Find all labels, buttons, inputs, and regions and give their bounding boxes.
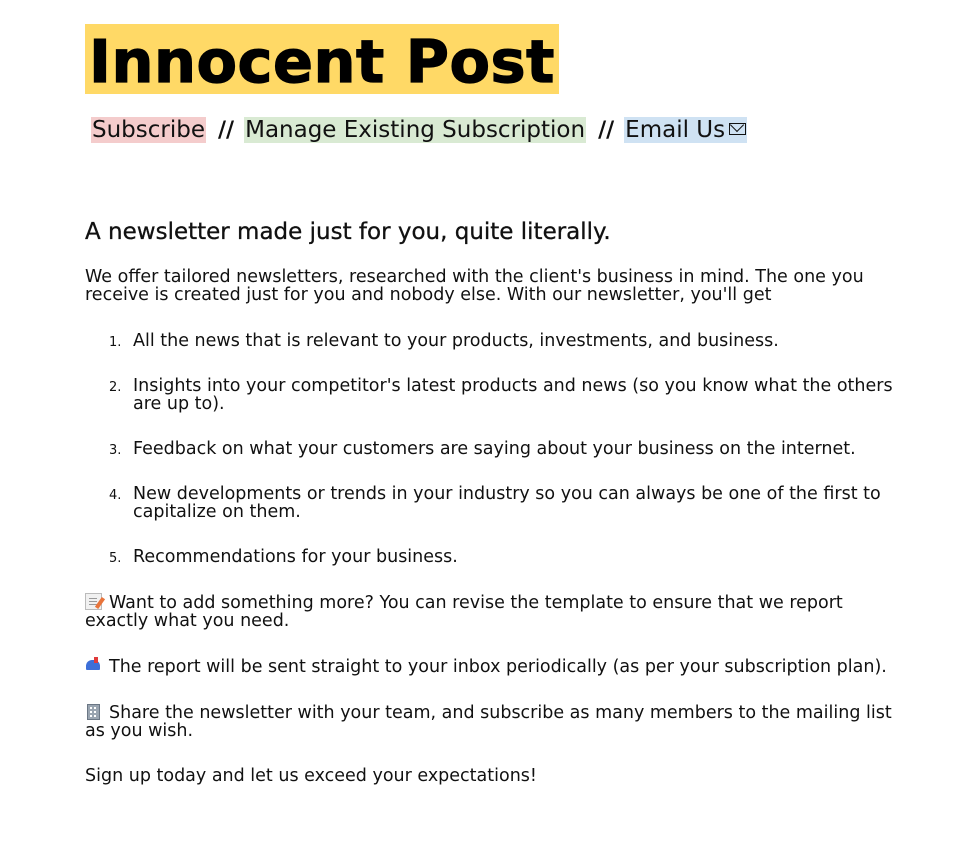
- callout-text: Want to add something more? You can revise the template to ensure that we report exactly what you need.: [85, 593, 843, 631]
- subscribe-link[interactable]: Subscribe: [92, 117, 206, 143]
- page-heading: A newsletter made just for you, quite literally.: [85, 219, 611, 245]
- site-title: Innocent Post: [85, 24, 559, 94]
- signup-cta: Sign up today and let us exceed your expectations!: [85, 766, 537, 786]
- callout-share-team: [85, 703, 895, 740]
- top-nav: [85, 116, 895, 145]
- office-building-icon: [85, 703, 102, 720]
- list-number: 5.: [109, 551, 122, 566]
- list-item: [109, 439, 895, 459]
- list-item-text: Recommendations for your business.: [133, 547, 458, 567]
- mail-icon: [729, 123, 746, 135]
- list-item-text: Insights into your competitor's latest products and news (so you know what the others are up to).: [133, 376, 893, 414]
- list-item-text: All the news that is relevant to your products, investments, and business.: [133, 331, 779, 351]
- mailbox-icon: [85, 657, 102, 674]
- list-number: 3.: [109, 443, 122, 458]
- list-item-text: New developments or trends in your industry so you can always be one of the first to capitalize on them.: [133, 484, 881, 522]
- nav-separator: //: [598, 118, 615, 143]
- list-number: 1.: [109, 335, 122, 350]
- manage-subscription-link[interactable]: Manage Existing Subscription: [245, 117, 586, 143]
- list-item: [109, 331, 895, 351]
- list-number: 2.: [109, 380, 122, 395]
- callout-revise-template: [85, 593, 895, 630]
- intro-paragraph: We offer tailored newsletters, researched with the client's business in mind. The one you receive is created just for you and nobody else. With our newsletter, you'll get: [85, 267, 864, 305]
- email-us-link[interactable]: [624, 117, 747, 143]
- list-item: [109, 547, 895, 567]
- newsletter-page: [85, 24, 895, 785]
- list-item: [109, 376, 895, 414]
- list-number: 4.: [109, 488, 122, 503]
- memo-icon: [85, 593, 102, 610]
- list-item: [109, 484, 895, 522]
- nav-separator: //: [218, 118, 235, 143]
- list-item-text: Feedback on what your customers are saying about your business on the internet.: [133, 439, 856, 459]
- benefits-list: [85, 332, 895, 566]
- email-us-label: Email Us: [625, 117, 726, 143]
- callout-text: Share the newsletter with your team, and subscribe as many members to the mailing list as you wish.: [85, 703, 892, 741]
- callout-text: The report will be sent straight to your inbox periodically (as per your subscription plan).: [109, 657, 887, 677]
- callout-inbox-delivery: [85, 657, 895, 676]
